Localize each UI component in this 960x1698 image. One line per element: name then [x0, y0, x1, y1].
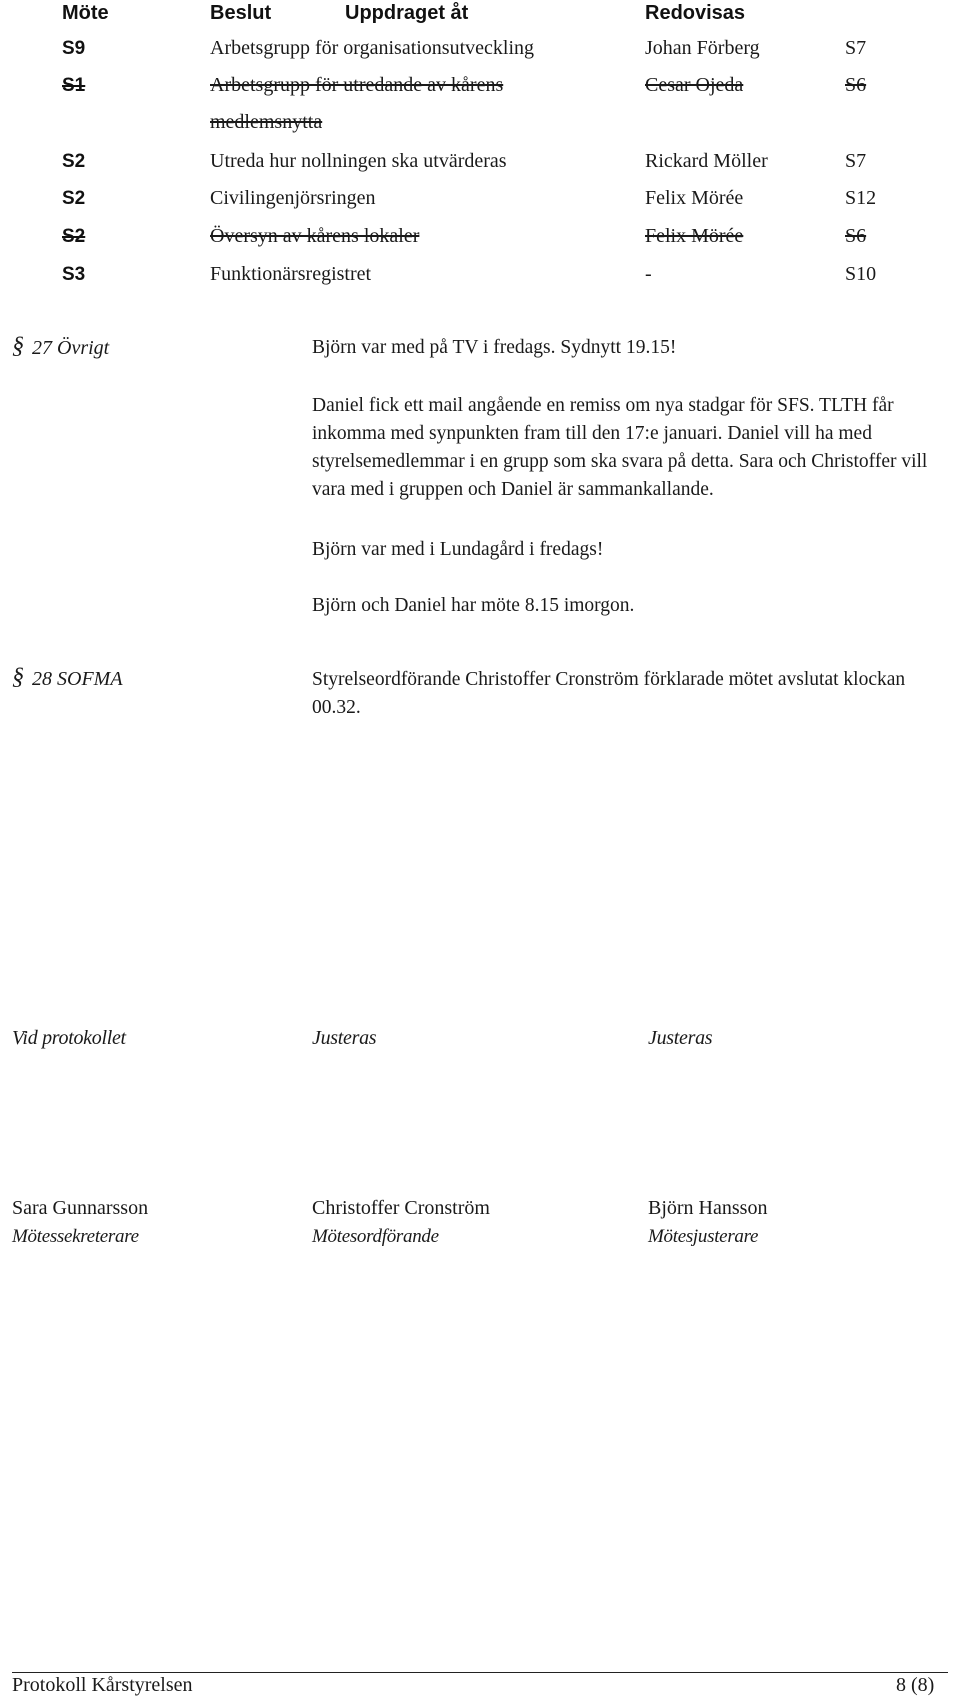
signature-label: Vid protokollet	[12, 1027, 126, 1049]
section-paragraph: Styrelseordförande Christoffer Cronström förklarade mötet avslutat klockan 00.32.	[312, 669, 906, 718]
section-symbol: §	[12, 333, 24, 359]
row-uppdrag: Felix Mörée	[645, 187, 744, 209]
signatory-name: Christoffer Cronström	[312, 1197, 490, 1219]
header-uppdraget-at: Uppdraget åt	[345, 2, 469, 24]
row-mote: S9	[62, 38, 86, 59]
header-beslut: Beslut	[210, 2, 272, 24]
footer-rule	[12, 1672, 948, 1673]
row-redovisas: S12	[845, 187, 877, 209]
section-paragraph: Björn var med i Lundagård i fredags!	[312, 539, 604, 560]
header-mote: Möte	[62, 2, 109, 24]
header-redovisas: Redovisas	[645, 2, 746, 24]
row-mote: S2	[62, 226, 86, 247]
section-label: 27 Övrigt	[32, 337, 110, 359]
section-symbol: §	[12, 664, 24, 690]
section-paragraph: Björn och Daniel har möte 8.15 imorgon.	[312, 595, 635, 616]
row-mote: S1	[62, 75, 86, 96]
row-uppdrag: Felix Mörée	[645, 225, 744, 247]
row-redovisas: S6	[845, 74, 867, 96]
row-beslut: Civilingenjörsringen	[210, 187, 376, 209]
row-beslut: Funktionärsregistret	[210, 263, 372, 285]
row-mote: S3	[62, 264, 86, 285]
row-beslut: Utreda hur nollningen ska utvärderas	[210, 150, 507, 172]
row-uppdrag: -	[645, 263, 652, 285]
row-beslut-continued: medlemsnytta	[210, 111, 323, 133]
row-redovisas: S7	[845, 37, 867, 59]
row-redovisas: S6	[845, 225, 867, 247]
row-redovisas: S7	[845, 150, 867, 172]
row-beslut: Arbetsgrupp för utredande av kårens	[210, 74, 504, 96]
signatory-name: Sara Gunnarsson	[12, 1197, 149, 1219]
signature-label: Justeras	[312, 1027, 377, 1049]
row-mote: S2	[62, 151, 86, 172]
section-label: 28 SOFMA	[32, 668, 123, 690]
section-paragraph: Björn var med på TV i fredags. Sydnytt 19.15!	[312, 337, 677, 358]
signature-label: Justeras	[648, 1027, 713, 1049]
row-beslut: Översyn av kårens lokaler	[210, 225, 420, 247]
row-uppdrag: Rickard Möller	[645, 150, 768, 172]
signatory-name: Björn Hansson	[648, 1197, 768, 1219]
signatory-role: Mötesordförande	[312, 1226, 439, 1247]
signatory-role: Mötesjusterare	[648, 1226, 759, 1247]
footer-title: Protokoll Kårstyrelsen	[12, 1674, 193, 1696]
row-uppdrag: Cesar Ojeda	[645, 74, 744, 96]
footer-page-number: 8 (8)	[896, 1674, 935, 1696]
section-paragraph: Daniel fick ett mail angående en remiss om nya stadgar för SFS. TLTH får inkomma med synpunkten fram till den 17:e januari. Daniel vill ha med styrelsemedlemmar i en grupp som ska svara på detta. Sara och Christoffer vill vara med i gruppen och Daniel är sammankallande.	[312, 395, 928, 500]
signatory-role: Mötessekreterare	[12, 1226, 139, 1247]
row-uppdrag: Johan Förberg	[645, 37, 760, 59]
row-mote: S2	[62, 188, 86, 209]
row-redovisas: S10	[845, 263, 877, 285]
row-beslut: Arbetsgrupp för organisationsutveckling	[210, 37, 535, 59]
